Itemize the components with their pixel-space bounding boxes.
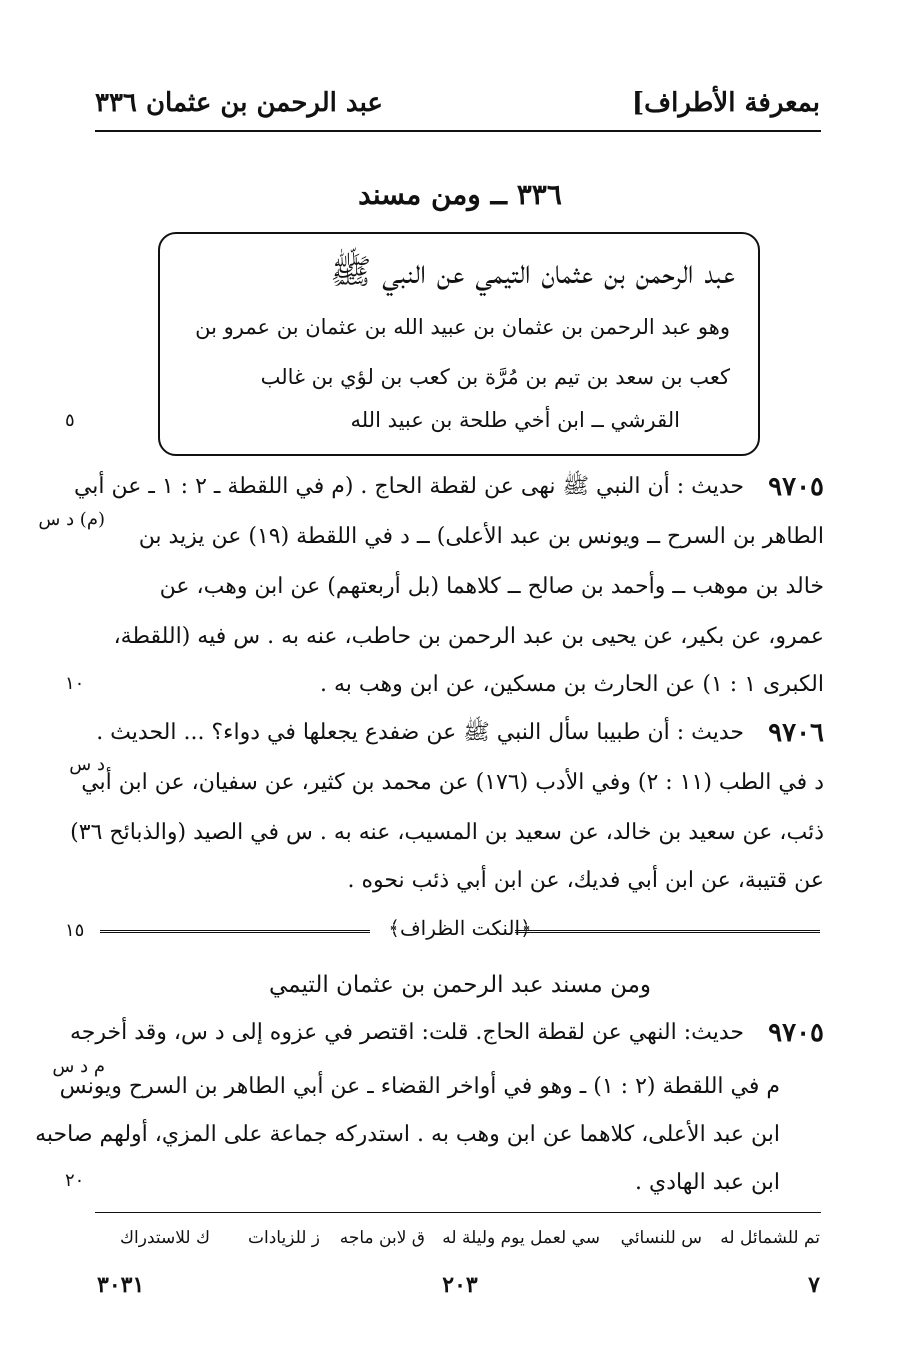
nukat-line: ابن عبد الأعلى، كلاهما عن ابن وهب به . استدركه جماعة على المزي، أولهم صاحبه: [35, 1122, 780, 1147]
nukat-title: ومن مسند عبد الرحمن بن عثمان التيمي: [268, 972, 651, 998]
header-rule: [95, 130, 821, 132]
hadith-number: ٩٧٠٥: [768, 472, 824, 502]
legend-item: سي لعمل يوم وليلة له: [442, 1228, 600, 1248]
line-number: ١٠: [65, 673, 85, 694]
legend-item: ق لابن ماجه: [339, 1228, 425, 1248]
section-title: ٣٣٦ ــ ومن مسند: [358, 178, 562, 211]
line-number: ٢٠: [65, 1170, 85, 1191]
footer-rule: [95, 1212, 821, 1213]
legend-item: تم للشمائل له: [720, 1228, 820, 1248]
separator-label-text: النكت الظراف: [399, 916, 521, 940]
running-header-left: عبد الرحمن بن عثمان ٣٣٦: [95, 88, 383, 118]
footer-number-left: ٣٠٣١: [97, 1272, 145, 1298]
nukat-line: م في اللقطة (٢ : ١) ـ وهو في أواخر القضاء ـ عن أبي الطاهر بن السرح ويونس: [59, 1074, 780, 1099]
line-number: ١٥: [65, 920, 85, 941]
margin-sigla: م د س: [52, 1056, 105, 1077]
margin-sigla: (م) د س: [38, 509, 105, 530]
biography-line: كعب بن سعد بن تيم بن مُرَّة بن كعب بن لؤي بن غالب: [260, 365, 730, 389]
hadith-line: خالد بن موهب ــ وأحمد بن صالح ــ كلاهما (بل أربعتهم) عن ابن وهب، عن: [159, 574, 824, 599]
hadith-line: الكبرى ١ : ١) عن الحارث بن مسكين، عن ابن وهب به .: [320, 672, 824, 697]
hadith-line: حديث : أن النبي ﷺ نهى عن لقطة الحاج . (م في اللقطة ـ ٢ : ١ ـ عن أبي: [73, 474, 744, 499]
legend-item: س للنسائي: [620, 1228, 702, 1248]
hadith-line: عن قتيبة، عن ابن أبي فديك، عن ابن أبي ذئب نحوه .: [347, 868, 824, 893]
legend-item: ك للاستدراك: [120, 1228, 210, 1248]
biography-line: القرشي ــ ابن أخي طلحة بن عبيد الله: [350, 408, 680, 432]
footer-number-right: ٧: [808, 1272, 820, 1298]
legend-item: ز للزيادات: [247, 1228, 320, 1248]
hadith-line: د في الطب (١١ : ٢) وفي الأدب (١٧٦) عن محمد بن كثير، عن سفيان، عن ابن أبي: [81, 770, 824, 795]
hadith-line: عمرو، عن بكير، عن يحيى بن عبد الرحمن بن حاطب، عنه به . س فيه (اللقطة،: [113, 624, 824, 649]
biography-title: عبد الرحمن بن عثمان التيمي عن النبي ﷺ: [330, 252, 735, 292]
hadith-line: الطاهر بن السرح ــ ويونس بن عبد الأعلى) ــ د في اللقطة (١٩) عن يزيد بن: [138, 524, 824, 549]
separator-bracket-open: ﴿: [520, 916, 532, 940]
separator-label: [0, 916, 920, 940]
margin-sigla: د س: [69, 754, 105, 775]
nukat-line: ابن عبد الهادي .: [635, 1170, 780, 1195]
nukat-line: حديث: النهي عن لقطة الحاج. قلت: اقتصر في عزوه إلى د س، وقد أخرجه: [70, 1020, 744, 1045]
page-number: ٢٠٣: [442, 1272, 478, 1298]
hadith-line: حديث : أن طبيبا سأل النبي ﷺ عن ضفدع يجعلها في دواء؟ ... الحديث .: [96, 720, 744, 745]
separator-bracket-close: ﴾: [388, 916, 400, 940]
line-number: ٥: [65, 410, 75, 431]
biography-line: وهو عبد الرحمن بن عثمان بن عبيد الله بن عثمان بن عمرو بن: [195, 315, 730, 339]
running-header-right: بمعرفة الأطراف]: [631, 88, 820, 118]
nukat-number: ٩٧٠٥: [768, 1018, 824, 1048]
hadith-line: ذئب، عن سعيد بن خالد، عن سعيد بن المسيب، عنه به . س في الصيد (والذبائح ٣٦): [70, 820, 824, 845]
hadith-number: ٩٧٠٦: [768, 718, 824, 748]
